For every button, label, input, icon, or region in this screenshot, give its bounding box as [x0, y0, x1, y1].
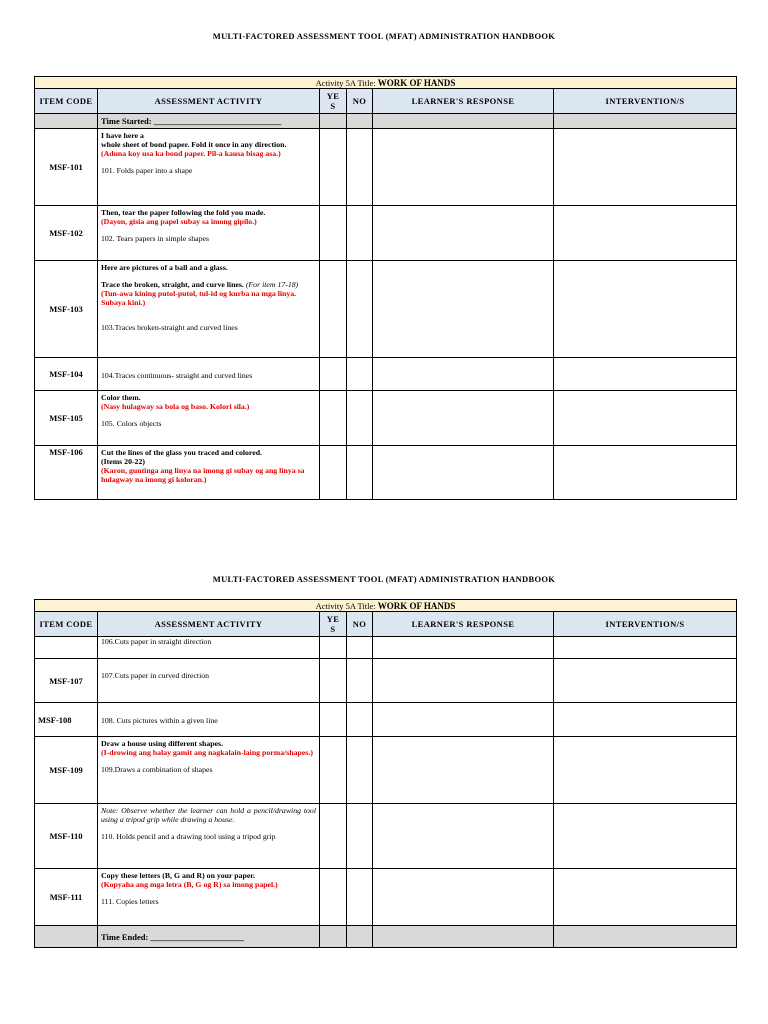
assessment-activity-cell — [98, 261, 320, 358]
activity-label: Activity 5A Title: — [315, 600, 376, 611]
assessment-activity-cell — [98, 446, 320, 500]
item-text: 102. Tears papers in simple shapes — [101, 234, 210, 243]
instruction-text: Draw a house using different shapes. — [101, 739, 224, 748]
assessment-activity-cell — [98, 869, 320, 926]
item-range-note: (For item 17-18) — [245, 280, 299, 289]
yes-cell[interactable] — [320, 391, 347, 446]
item-text: 105. Colors objects — [101, 419, 162, 428]
item-code: MSF-111 — [35, 869, 98, 926]
item-text: 111. Copies letters — [101, 897, 159, 906]
yes-cell[interactable] — [320, 261, 347, 358]
response-cell[interactable] — [373, 129, 554, 206]
response-cell[interactable] — [373, 869, 554, 926]
activity-title: WORK OF HANDS — [377, 77, 456, 88]
instruction-text: I have here a — [101, 131, 144, 140]
no-cell[interactable] — [347, 637, 373, 659]
no-cell[interactable] — [347, 804, 373, 869]
intervention-cell[interactable] — [554, 261, 737, 358]
assessment-activity-cell — [98, 804, 320, 869]
time-started-row — [35, 114, 737, 129]
response-cell[interactable] — [373, 737, 554, 804]
instruction-text: Copy these letters (B, G and R) on your paper. — [101, 871, 255, 880]
no-cell[interactable] — [347, 261, 373, 358]
time-started-field[interactable]: Time Started: ______________________________ — [98, 114, 320, 129]
header-item-code: ITEM CODE — [35, 612, 98, 637]
yes-cell[interactable] — [320, 703, 347, 737]
header-learners-response: LEARNER'S RESPONSE — [373, 612, 554, 637]
table-row — [35, 446, 737, 500]
table-row — [35, 261, 737, 358]
item-code: MSF-110 — [35, 804, 98, 869]
yes-cell[interactable] — [320, 206, 347, 261]
assessment-activity-cell — [98, 391, 320, 446]
table-header-row — [35, 612, 737, 637]
instruction-text: Here are pictures of a ball and a glass. — [101, 263, 228, 272]
instruction-text: Trace the broken, straight, and curve lines. — [101, 280, 244, 289]
no-cell[interactable] — [347, 129, 373, 206]
assessment-activity-cell — [98, 206, 320, 261]
item-code: MSF-107 — [35, 659, 98, 703]
header-item-code: ITEM CODE — [35, 89, 98, 114]
response-cell[interactable] — [373, 637, 554, 659]
item-code: MSF-108 — [35, 703, 98, 737]
item-text: 106.Cuts paper in straight direction — [101, 637, 212, 646]
table-row — [35, 703, 737, 737]
item-code: MSF-103 — [35, 261, 98, 358]
table-row — [35, 129, 737, 206]
item-code: MSF-101 — [35, 129, 98, 206]
item-code: MSF-105 — [35, 391, 98, 446]
assessment-table-2 — [34, 599, 737, 948]
intervention-cell[interactable] — [554, 804, 737, 869]
observation-note: Note: Observe whether the learner can hold a pencil/drawing tool using a tripod grip while drawing a house. — [101, 806, 316, 824]
response-cell[interactable] — [373, 446, 554, 500]
yes-cell[interactable] — [320, 637, 347, 659]
instruction-text: Then, tear the paper following the fold you made. — [101, 208, 266, 217]
header-assessment-activity: ASSESSMENT ACTIVITY — [98, 89, 320, 114]
table-row — [35, 804, 737, 869]
item-code: MSF-106 — [35, 446, 98, 500]
instruction-text: whole sheet of bond paper. Fold it once in any direction. — [101, 140, 287, 149]
yes-cell[interactable] — [320, 446, 347, 500]
assessment-activity-cell — [98, 703, 320, 737]
time-ended-field[interactable]: Time Ended: ______________________ — [98, 926, 320, 948]
no-cell[interactable] — [347, 358, 373, 391]
translation-text: (Nasy hulagway sa bola og baso. Kolori sila.) — [101, 402, 250, 411]
assessment-table-1 — [34, 76, 737, 500]
header-learners-response: LEARNER'S RESPONSE — [373, 89, 554, 114]
no-cell[interactable] — [347, 206, 373, 261]
intervention-cell[interactable] — [554, 358, 737, 391]
handbook-title: MULTI-FACTORED ASSESSMENT TOOL (MFAT) ADMINISTRATION HANDBOOK — [212, 31, 556, 41]
time-ended-row — [35, 926, 737, 948]
no-cell[interactable] — [347, 703, 373, 737]
intervention-cell[interactable] — [554, 737, 737, 804]
item-text: 104.Traces continuous- straight and curved lines — [101, 370, 253, 380]
translation-text: (Tun-awa kining putol-putol, tul-id og kurba na mga linya. Subaya kini.) — [101, 289, 297, 307]
activity-label: Activity 5A Title: — [315, 77, 376, 88]
no-cell[interactable] — [347, 869, 373, 926]
table-row — [35, 391, 737, 446]
assessment-activity-cell — [98, 129, 320, 206]
assessment-activity-cell — [98, 358, 320, 391]
item-code — [35, 637, 98, 659]
table-row — [35, 659, 737, 703]
response-cell[interactable] — [373, 804, 554, 869]
handbook-title: MULTI-FACTORED ASSESSMENT TOOL (MFAT) ADMINISTRATION HANDBOOK — [212, 574, 556, 584]
item-code: MSF-104 — [35, 358, 98, 391]
yes-cell[interactable] — [320, 804, 347, 869]
assessment-activity-cell — [98, 737, 320, 804]
response-cell[interactable] — [373, 358, 554, 391]
item-text: 110. Holds pencil and a drawing tool using a tripod grip — [101, 832, 276, 841]
header-no: NO — [347, 612, 373, 637]
assessment-activity-cell — [98, 659, 320, 703]
item-text: 103.Traces broken-straight and curved lines — [101, 323, 238, 332]
header-yes: YE S — [320, 612, 347, 637]
table-row — [35, 206, 737, 261]
item-text: 101. Folds paper into a shape — [101, 166, 193, 175]
yes-cell[interactable] — [320, 659, 347, 703]
header-interventions: INTERVENTION/S — [554, 612, 737, 637]
no-cell[interactable] — [347, 737, 373, 804]
translation-text: (Dayon, gisia ang papel subay sa imong gipilo.) — [101, 217, 257, 226]
assessment-activity-cell — [98, 637, 320, 659]
yes-cell[interactable] — [320, 358, 347, 391]
table-row — [35, 737, 737, 804]
intervention-cell[interactable] — [554, 659, 737, 703]
item-text: 109.Draws a combination of shapes — [101, 765, 213, 774]
no-cell[interactable] — [347, 446, 373, 500]
intervention-cell[interactable] — [554, 446, 737, 500]
item-text: 108. Cuts pictures within a given line — [101, 716, 218, 725]
intervention-cell[interactable] — [554, 206, 737, 261]
yes-cell[interactable] — [320, 129, 347, 206]
activity-title-row — [35, 77, 737, 89]
response-cell[interactable] — [373, 261, 554, 358]
translation-text: (I-drowing ang balay gamit ang nagkalain-laing porma/shapes.) — [101, 748, 313, 757]
intervention-cell[interactable] — [554, 129, 737, 206]
item-code: MSF-109 — [35, 737, 98, 804]
translation-text: (Karon, guntinga ang linya na imong gi subay og ang linya sa hulagway na imong gi koloran.) — [101, 466, 305, 484]
response-cell[interactable] — [373, 206, 554, 261]
intervention-cell[interactable] — [554, 703, 737, 737]
activity-title-row — [35, 600, 737, 612]
response-cell[interactable] — [373, 703, 554, 737]
response-cell[interactable] — [373, 391, 554, 446]
item-text: 107.Cuts paper in curved direction — [101, 671, 210, 680]
instruction-text: Cut the lines of the glass you traced and colored. — [101, 448, 262, 457]
table-row — [35, 358, 737, 391]
no-cell[interactable] — [347, 659, 373, 703]
item-code: MSF-102 — [35, 206, 98, 261]
no-cell[interactable] — [347, 391, 373, 446]
table-row — [35, 869, 737, 926]
response-cell[interactable] — [373, 659, 554, 703]
instruction-text: (Items 20-22) — [101, 457, 145, 466]
intervention-cell[interactable] — [554, 637, 737, 659]
header-assessment-activity: ASSESSMENT ACTIVITY — [98, 612, 320, 637]
intervention-cell[interactable] — [554, 869, 737, 926]
translation-text: (Aduna koy usa ka bond paper. Pil-a kausa bisag asa.) — [101, 149, 281, 158]
header-interventions: INTERVENTION/S — [554, 89, 737, 114]
header-yes: YE S — [320, 89, 347, 114]
table-header-row — [35, 89, 737, 114]
activity-title: WORK OF HANDS — [377, 600, 456, 611]
table-row — [35, 637, 737, 659]
yes-cell[interactable] — [320, 869, 347, 926]
intervention-cell[interactable] — [554, 391, 737, 446]
instruction-text: Color them. — [101, 393, 141, 402]
header-no: NO — [347, 89, 373, 114]
translation-text: (Kopyaha ang mga letra (B, G og R) sa imong papel.) — [101, 880, 278, 889]
yes-cell[interactable] — [320, 737, 347, 804]
